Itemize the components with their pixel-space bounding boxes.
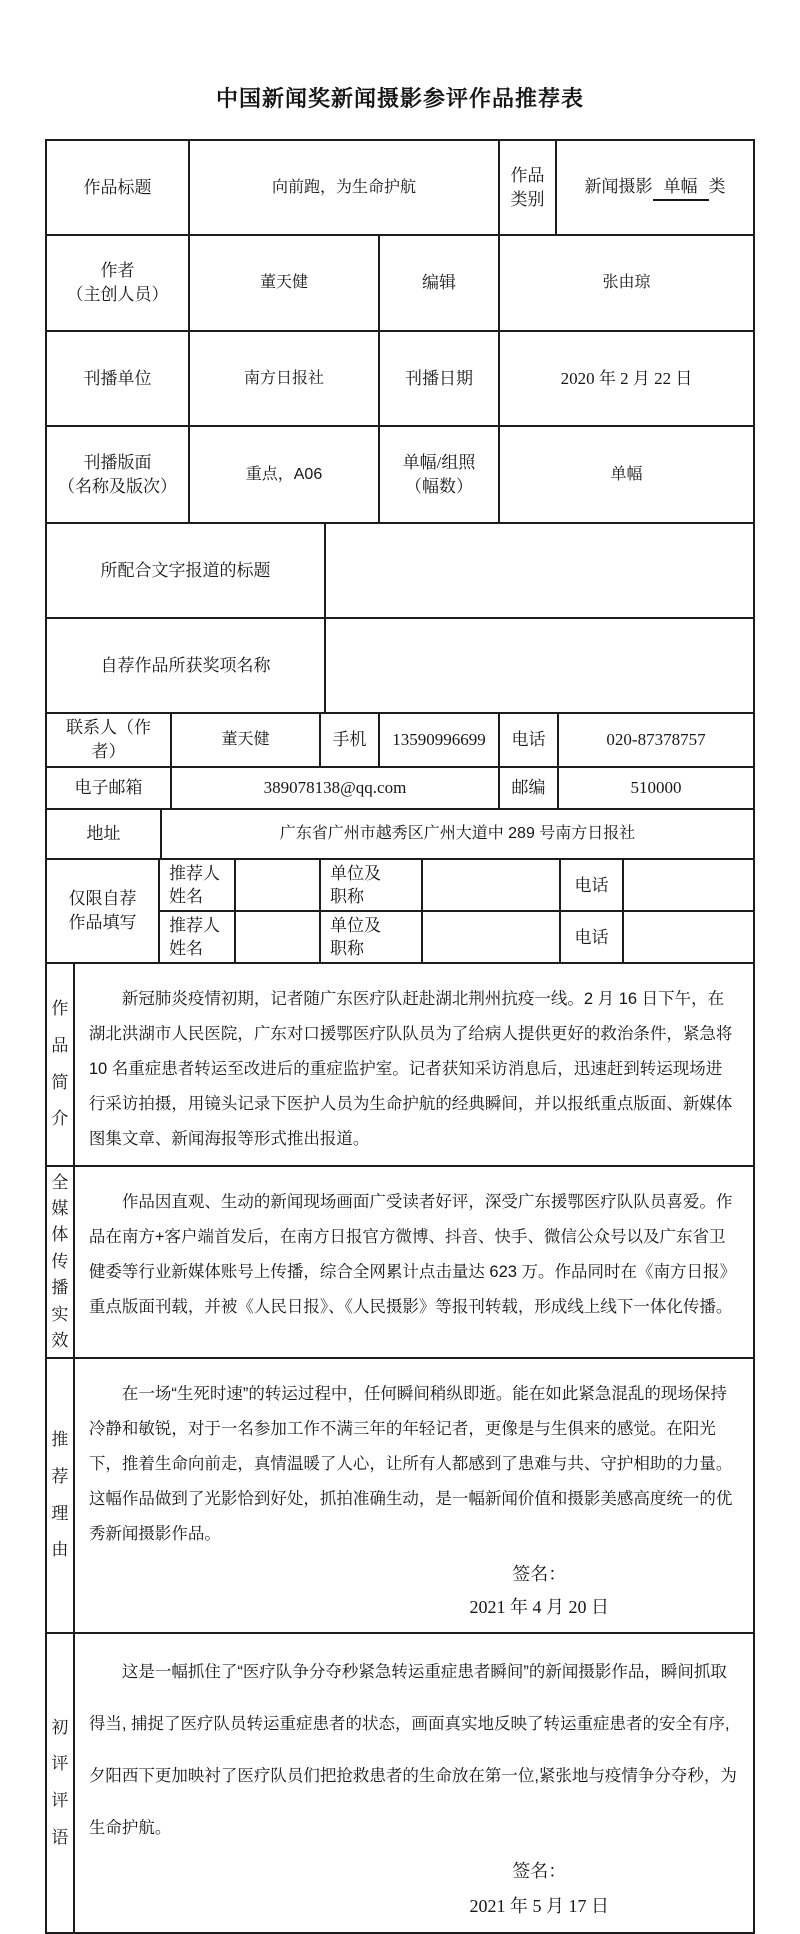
recommender-tel-value: [624, 860, 753, 910]
photo-type-label: 单幅/组照 （幅数）: [380, 427, 500, 522]
table-row-email: [47, 768, 753, 810]
publish-date-value: 2020 年 2 月 22 日: [560, 368, 693, 388]
table-row-text-report: [47, 524, 753, 619]
section-preliminary-review: [47, 1634, 753, 1932]
table-row-address: [47, 810, 753, 860]
preliminary-review-text: 这是一幅抓住了“医疗队争分夺秒紧急转运重症患者瞬间”的新闻摄影作品，瞬间抓取得当, 捕捉了医疗队员转运重症患者的状态，画面真实地反映了转运重症患者的安全有序, 夕阳西下更加映衬了医疗队员们把抢救患者的生命放在第一位,紧张地与疫情争分夺秒，为生命护航。 签名： 2021 年 5 月 17 日: [75, 1634, 753, 1932]
category-value: 新闻摄影 单幅 类: [557, 141, 753, 234]
editor-value: 张由琼: [602, 274, 651, 291]
address-label: 地址: [47, 810, 162, 858]
publisher-value: 南方日报社: [190, 332, 380, 425]
self-recommend-group-label: 仅限自荐 作品填写: [47, 860, 160, 962]
publish-date-label: 刊播日期: [380, 332, 500, 425]
section-recommend-reason: [47, 1359, 753, 1634]
email-label: 电子邮箱: [47, 768, 172, 808]
recommendation-table: [45, 139, 755, 1934]
signature-label: 签名：: [512, 1564, 567, 1584]
recommender-tel-label: 电话: [561, 912, 624, 962]
author-label: 作者 （主创人员）: [47, 236, 190, 330]
table-row-page-layout: [47, 427, 753, 524]
work-intro-text: 新冠肺炎疫情初期，记者随广东医疗队赶赴湖北荆州抗疫一线。2 月 16 日下午，在湖北洪湖市人民医院，广东对口援鄂医疗队队员为了给病人提供更好的救治条件，紧急将 10 名重症患者转运至改进后的重症监护室。记者获知采访消息后，迅速赶到转运现场进行采访拍摄，用镜头记录下医护人员为生命护航的经典瞬间，并以报纸重点版面、新媒体图集文章、新闻海报等形式推出报道。: [88, 990, 733, 1148]
signature-date: 2021 年 4 月 20 日: [469, 1597, 609, 1617]
contact-label: 联系人（作 者）: [47, 714, 172, 766]
table-row-contact: [47, 714, 753, 768]
category-blank-value: 单幅: [653, 175, 709, 201]
work-title-value: 向前跑，为生命护航: [190, 141, 500, 234]
work-intro-label: 作品简介: [47, 964, 75, 1165]
photo-type-value: 单幅: [610, 465, 643, 483]
page-title: 中国新闻奖新闻摄影参评作品推荐表: [215, 86, 584, 111]
mobile-label: 手机: [321, 714, 380, 766]
recommender-org-label: 单位及 职称: [321, 912, 423, 962]
page-layout-value: 重点，A06: [190, 427, 380, 522]
self-award-label: 自荐作品所获奖项名称: [47, 619, 326, 712]
section-media-effect: [47, 1167, 753, 1359]
recommender-name-label: 推荐人 姓名: [160, 860, 236, 910]
media-effect-label: 全媒体传播实效: [47, 1167, 75, 1357]
preliminary-review-label: 初评评语: [47, 1634, 75, 1932]
table-row-self-recommend: [47, 860, 753, 964]
recommender-tel-value: [624, 912, 753, 962]
contact-name: 董天健: [172, 714, 321, 766]
recommender-name-value: [236, 860, 321, 910]
publisher-label: 刊播单位: [47, 332, 190, 425]
table-row-title: [47, 141, 753, 236]
recommender-tel-label: 电话: [561, 860, 624, 910]
text-report-label: 所配合文字报道的标题: [47, 524, 326, 617]
email-value: 389078138@qq.com: [172, 768, 500, 808]
recommender-row-2: [160, 912, 753, 962]
page-layout-label: 刊播版面 （名称及版次）: [47, 427, 190, 522]
signature-label: 签名：: [512, 1861, 567, 1881]
section-work-intro: [47, 964, 753, 1167]
recommend-signature: [470, 1558, 610, 1624]
signature-date: 2021 年 5 月 17 日: [469, 1896, 609, 1916]
text-report-value: [326, 524, 753, 617]
self-recommend-rows: [160, 860, 753, 962]
recommend-reason-text: 在一场“生死时速”的转运过程中，任何瞬间稍纵即逝。能在如此紧急混乱的现场保持冷静和敏锐，对于一名参加工作不满三年的年轻记者，更像是与生俱来的感觉。在阳光下，推着生命向前走，真情温暖了人心，让所有人都感到了患难与共、守护相助的力量。这幅作品做到了光影恰到好处，抓拍准确生动，是一幅新闻价值和摄影美感高度统一的优秀新闻摄影作品。 签名： 2021 年 4 月 20 日: [75, 1359, 753, 1632]
phone-label: 电话: [500, 714, 559, 766]
recommender-org-value: [423, 860, 561, 910]
media-effect-text: 作品因直观、生动的新闻现场画面广受读者好评，深受广东援鄂医疗队队员喜爱。作品在南方+客户端首发后，在南方日报官方微博、抖音、快手、微信公众号以及广东省卫健委等行业新媒体账号上传播，综合全网累计点击量达 623 万。作品同时在《南方日报》重点版面刊载，并被《人民日报》、《人民摄影》等报刊转载，形成线上线下一体化传播。: [88, 1193, 737, 1316]
table-row-self-award: [47, 619, 753, 714]
work-title-label: 作品标题: [47, 141, 190, 234]
category-label: 作品 类别: [500, 141, 557, 234]
zip-label: 邮编: [500, 768, 559, 808]
self-award-value: [326, 619, 753, 712]
table-row-author: [47, 236, 753, 332]
recommender-row-1: [160, 860, 753, 912]
editor-label: 编辑: [380, 236, 500, 330]
recommend-reason-label: 推荐理由: [47, 1359, 75, 1632]
recommender-name-label: 推荐人 姓名: [160, 912, 236, 962]
author-value: 董天健: [190, 236, 380, 330]
recommender-org-label: 单位及 职称: [321, 860, 423, 910]
recommender-name-value: [236, 912, 321, 962]
zip-value: 510000: [630, 778, 682, 797]
address-value: 广东省广州市越秀区广州大道中 289 号南方日报社: [279, 825, 636, 842]
recommender-org-value: [423, 912, 561, 962]
preliminary-signature: [470, 1854, 610, 1924]
table-row-publisher: [47, 332, 753, 427]
phone-value: 020-87378757: [606, 730, 706, 749]
mobile-value: 13590996699: [380, 714, 500, 766]
